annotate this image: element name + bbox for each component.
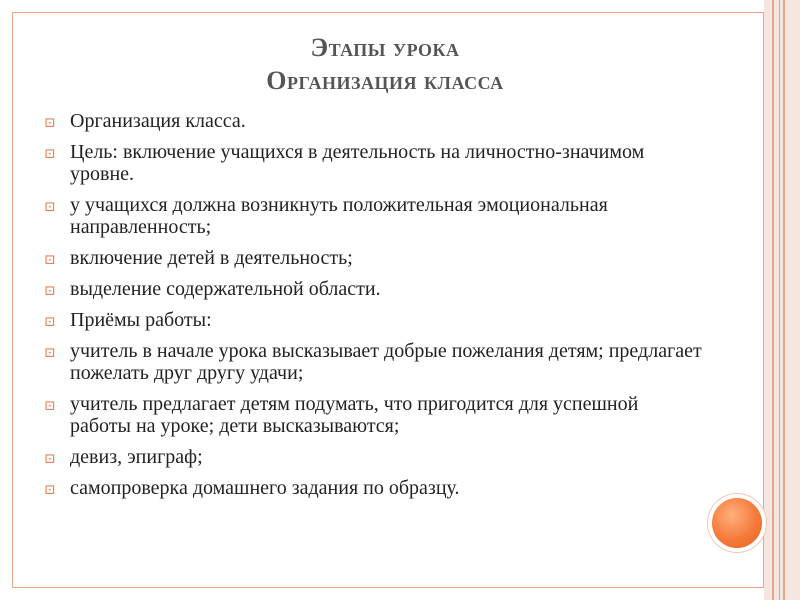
list-item-text: девиз, эпиграф; bbox=[70, 446, 203, 468]
list-item bbox=[44, 194, 704, 238]
bullet-icon: ⊡ bbox=[44, 147, 56, 162]
list-item bbox=[44, 309, 704, 331]
bullet-icon: ⊡ bbox=[44, 116, 56, 131]
list-item-text: выделение содержательной области. bbox=[70, 278, 381, 300]
stripe-line bbox=[779, 0, 780, 600]
list-item-text: включение детей в деятельность; bbox=[70, 247, 353, 269]
list-item-text: Цель: включение учащихся в деятельность на личностно-значимом уровне. bbox=[70, 141, 645, 185]
list-item-text: у учащихся должна возникнуть положительная эмоциональная направленность; bbox=[70, 194, 608, 238]
list-item bbox=[44, 247, 704, 269]
bullet-icon: ⊡ bbox=[44, 284, 56, 299]
list-item-text: учитель предлагает детям подумать, что пригодится для успешной работы на уроке; дети высказываются; bbox=[70, 393, 639, 437]
bullet-icon: ⊡ bbox=[44, 483, 56, 498]
list-item-text: самопроверка домашнего задания по образцу. bbox=[70, 477, 460, 499]
list-item-text: Организация класса. bbox=[70, 110, 246, 132]
slide-subtitle: Организация класса bbox=[266, 66, 504, 95]
decorative-stripe bbox=[764, 0, 800, 600]
stripe-line bbox=[772, 0, 774, 600]
list-item bbox=[44, 477, 704, 499]
bullet-icon: ⊡ bbox=[44, 200, 56, 215]
list-item bbox=[44, 393, 704, 437]
list-item bbox=[44, 278, 704, 300]
list-item bbox=[44, 446, 704, 468]
bullet-icon: ⊡ bbox=[44, 346, 56, 361]
slide-title: Этапы урока bbox=[310, 33, 460, 62]
decorative-circle bbox=[712, 498, 762, 548]
bullet-list bbox=[44, 110, 704, 508]
bullet-icon: ⊡ bbox=[44, 452, 56, 467]
bullet-icon: ⊡ bbox=[44, 253, 56, 268]
list-item-text: учитель в начале урока высказывает добрые пожелания детям; предлагает пожелать друг другу удачи; bbox=[70, 340, 702, 384]
list-item bbox=[44, 340, 704, 384]
stripe-line bbox=[783, 0, 785, 600]
list-item bbox=[44, 141, 704, 185]
bullet-icon: ⊡ bbox=[44, 399, 56, 414]
list-item bbox=[44, 110, 704, 132]
list-item-text: Приёмы работы: bbox=[70, 309, 212, 331]
bullet-icon: ⊡ bbox=[44, 315, 56, 330]
